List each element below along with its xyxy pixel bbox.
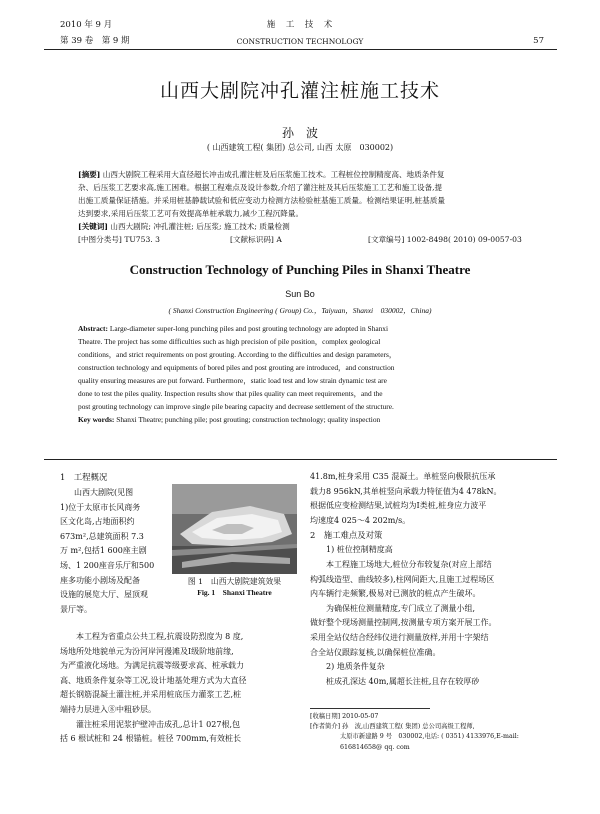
footnote-bio: 太原市新建路 9 号 030002,电话: ( 0351) 4133976,E-mail: xyxy=(340,733,519,741)
para-line: 桩成孔深达 40m,属超长注桩,且存在较厚砂 xyxy=(326,676,480,686)
para-line: 场地所处地貌单元为汾河岸河漫滩及Ⅰ级阶地前缘, xyxy=(60,646,234,656)
abstract-en-line: Theatre. The project has some difficulties such as high precision of pile position，complex geological xyxy=(78,337,381,346)
title-cn: 山西大剧院冲孔灌注桩施工技术 xyxy=(159,80,440,102)
para-line: 41.8m,桩身采用 C35 混凝土。单桩竖向极限抗压承 xyxy=(310,472,496,481)
wrap-line: 区文化岛,占地面积约 xyxy=(60,517,135,527)
keywords-en: Shanxi Theatre; punching pile; post grouting; construction technology; quality inspection xyxy=(116,415,381,424)
doc-code-label: [文献标识码] xyxy=(230,235,274,244)
section2-heading: 2 施工难点及对策 xyxy=(310,530,383,541)
abstract-en-line: construction technology and equipments of bored piles and post grouting are introduced，and construction xyxy=(78,363,395,372)
para-line: 本工程施工场地大,桩位分布较复杂(对应上部结 xyxy=(326,559,492,569)
abstract-cn xyxy=(78,168,535,246)
para-line: 灌注桩采用泥浆护壁冲击成孔,总计1 027根,包 xyxy=(76,719,240,729)
footnote xyxy=(310,712,550,753)
para-line: 采用全站仪结合经纬仪进行测量放样,并用十字架结 xyxy=(310,632,489,642)
para-line: 内车辆行走频繁,极易对已测放的桩点产生破坏。 xyxy=(310,589,481,599)
para-line: 根据低应变检测结果,试桩均为Ⅰ类桩,桩身应力波平 xyxy=(310,501,487,511)
para-line: 为严重液化场地。为满足抗震等级要求高、桩承载力 xyxy=(60,661,244,671)
footnote-bio: [作者简介] 孙 波,山西建筑工程( 集团) 总公司高级工程师, xyxy=(310,723,475,731)
keywords-cn-label: [关键词] xyxy=(78,222,108,231)
article-number: 1002-8498( 2010) 09-0057-03 xyxy=(406,235,522,244)
abstract-en-line: Large-diameter super-long punching piles and post grouting technology are adopted in Shanxi xyxy=(109,324,389,333)
clc-code: TU753. 3 xyxy=(124,235,160,244)
footnote-received: [收稿日期] 2010-05-07 xyxy=(310,713,379,720)
para-line: 合全站仪跟踪复核,以确保桩位准确。 xyxy=(310,647,441,657)
wrap-line: 万 m²,包括1 600座主剧 xyxy=(60,546,147,556)
abstract-cn-line: 杂、后压浆工艺要求高,施工困难。根据工程难点及设计参数,介绍了灌注桩及其后压浆施工工艺和施工设备,提 xyxy=(78,183,443,192)
article-number-label: [文章编号] xyxy=(368,235,405,244)
para-line: 构弧线造型、曲线较多),柱网间距大,且施工过程场区 xyxy=(310,574,495,584)
title-en: Construction Technology of Punching Piles in Shanxi Theatre xyxy=(129,262,471,277)
wrap-line: 座多功能小剧场及配备 xyxy=(60,575,140,585)
abstract-cn-label: [摘要] xyxy=(78,170,101,179)
header-date: 2010 年 9 月 xyxy=(60,20,113,30)
para-line: 超长钢筋混凝土灌注桩,并采用桩底压力灌浆工艺,桩 xyxy=(60,690,242,700)
header-journal-cn: 施 工 技 术 xyxy=(266,20,334,30)
doc-code: A xyxy=(276,235,282,244)
figure-building-image xyxy=(172,484,297,574)
subsection2-heading: 2) 地质条件复杂 xyxy=(326,662,385,672)
footnote-email: 616814658@ qq. com xyxy=(340,743,410,751)
keywords-cn: 山西大剧院; 冲孔灌注桩; 后压浆; 施工技术; 质量检测 xyxy=(110,222,290,231)
wrap-line: 山西大剧院(见图 xyxy=(74,488,134,497)
building-illustration xyxy=(172,484,297,574)
author-cn: 孙 波 xyxy=(281,126,318,140)
header-page-number: 57 xyxy=(533,36,544,46)
wrap-line: 673m²,总建筑面积 7.3 xyxy=(60,531,144,541)
header-rule xyxy=(44,49,557,50)
classification-line xyxy=(78,233,535,246)
para-line: 载力8 956kN,其单桩竖向承载力特征值为4 478kN。 xyxy=(310,486,502,496)
abstract-en xyxy=(78,322,535,426)
abstract-en-line: post grouting technology can improve single pile bearing capacity and decrease settlement of the structure. xyxy=(78,402,394,411)
abstract-en-line: conditions，and strict requirements on post grouting. According to the difficulties and design parameters， xyxy=(78,350,397,359)
abstract-en-line: done to test the piles quality. Inspection results show that piles quality can meet requirements，and the xyxy=(78,389,383,398)
wrap-line: 设施的展览大厅、屋顶观 xyxy=(60,590,148,600)
affiliation-en: ( Shanxi Construction Engineering ( Group) Co.，Taiyuan，Shanxi 030002，China) xyxy=(168,306,432,315)
wrap-line: 场、1 200座音乐厅和500 xyxy=(60,560,155,570)
para-line: 均速度4 025～4 202m/s。 xyxy=(310,515,411,525)
header-journal-en: CONSTRUCTION TECHNOLOGY xyxy=(236,37,364,46)
abstract-cn-line: 出施工质量保证措施。并采用桩基静载试验和低应变动力检测方法检验桩基施工质量。检测结果证明,桩基质量 xyxy=(78,196,445,205)
wrap-line: 景厅等。 xyxy=(60,604,92,614)
wrap-line: 1)位于太原市长风商务 xyxy=(60,502,141,512)
header-volume: 第 39 卷 第 9 期 xyxy=(60,36,130,46)
para-line: 端持力层进入⑧中粗砂层。 xyxy=(60,704,156,714)
section-rule xyxy=(44,459,557,460)
footnote-rule xyxy=(310,708,430,709)
figure-caption-en: Fig. 1 Shanxi Theatre xyxy=(197,588,272,597)
para-line: 做好整个现场测量控制网,按测量专项方案开展工作。 xyxy=(310,618,497,628)
author-en: Sun Bo xyxy=(285,289,315,299)
right-column xyxy=(310,470,548,689)
section1-para2 xyxy=(60,630,298,747)
subsection1-heading: 1) 桩位控制精度高 xyxy=(326,545,393,555)
para-line: 本工程为省重点公共工程,抗震设防烈度为 8 度, xyxy=(76,632,244,641)
abstract-en-label: Abstract: xyxy=(78,324,108,333)
clc-label: [中图分类号] xyxy=(78,235,122,244)
affiliation-cn: ( 山西建筑工程( 集团) 总公司, 山西 太原 030002) xyxy=(206,143,394,152)
section1-wrap-text xyxy=(60,486,170,617)
figure-caption-cn: 图 1 山西大剧院建筑效果 xyxy=(187,577,282,586)
para-line: 高、地质条件复杂等工况,设计地基处理方式为大直径 xyxy=(60,675,247,685)
abstract-cn-line: 山西大剧院工程采用大直径超长冲击成孔灌注桩及后压浆施工技术。工程桩位控制精度高、地质条件复 xyxy=(102,170,445,179)
abstract-en-line: quality ensuring measures are put forward. Furthermore，static load test and low strain dynamic test are xyxy=(78,376,387,385)
abstract-cn-line: 达到要求,采用后压浆工艺可有效提高单桩承载力,减少工程沉降量。 xyxy=(78,209,304,218)
keywords-en-label: Key words: xyxy=(78,415,115,424)
section1-heading: 1 工程概况 xyxy=(60,472,108,482)
para-line: 括 6 根试桩和 24 根锚桩。桩径 700mm,有效桩长 xyxy=(60,734,241,744)
para-line: 为确保桩位测量精度,专门成立了测量小组, xyxy=(326,603,476,613)
